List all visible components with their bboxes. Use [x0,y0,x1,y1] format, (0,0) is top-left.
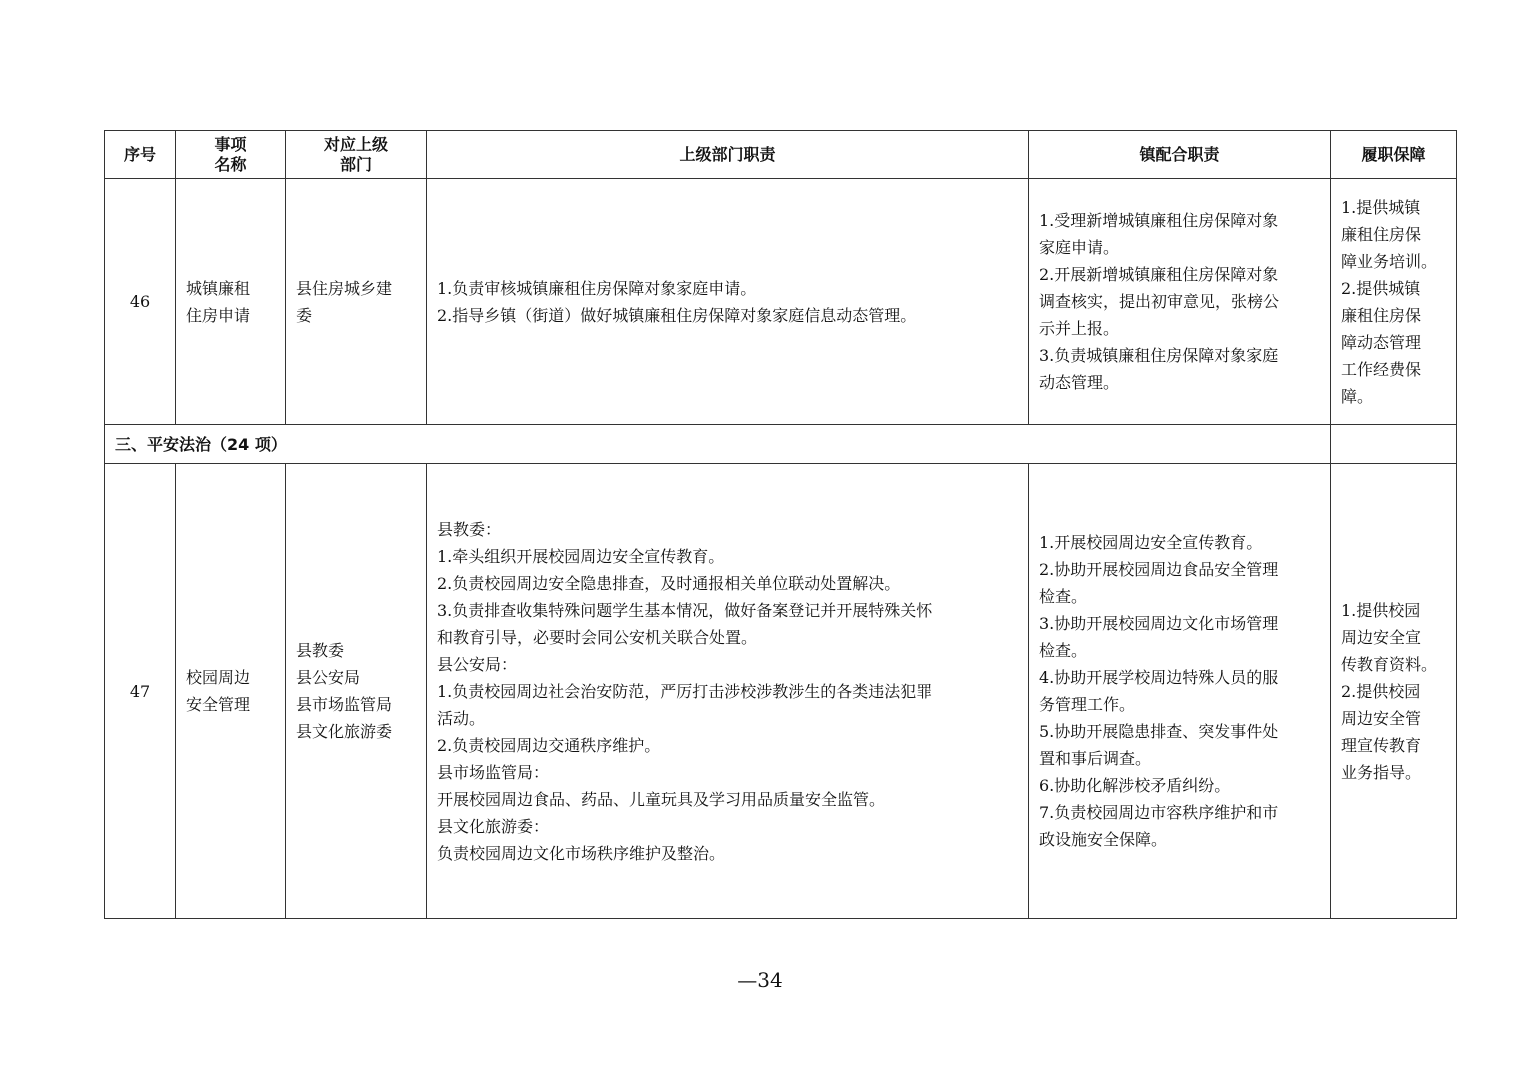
row46-dept [286,179,427,425]
row47-town-duty-line: 2.协助开展校园周边食品安全管理 [1039,560,1279,579]
row46-name-line: 城镇廉租 [186,278,251,298]
header-item-name-line1: 事项 [214,134,247,154]
header-dept-line2: 部门 [339,154,372,174]
row47-guarantee-line: 1.提供校园 [1341,600,1421,620]
row47-upper-duty-line: 3.负责排查收集特殊问题学生基本情况，做好备案登记并开展特殊关怀 [437,600,933,620]
row46-name [176,179,286,425]
row46-guarantee-line: 2.提供城镇 [1341,278,1421,298]
section-empty-cell [1331,425,1457,464]
header-town-duty: 镇配合职责 [1029,131,1331,179]
row47-town-duty-line: 6.协助化解涉校矛盾纠纷。 [1039,776,1231,795]
row47-town-duty-line: 5.协助开展隐患排查、突发事件处 [1039,722,1279,741]
row47-town-duty-line: 置和事后调查。 [1039,749,1152,768]
row47-upper-duty-line: 活动。 [437,708,486,728]
row47-upper-duty-line: 县市场监管局： [437,762,550,782]
header-upper-duty: 上级部门职责 [427,131,1029,179]
row46-guarantee-line: 工作经费保 [1341,359,1422,379]
row47-upper-duty-line: 1.负责校园周边社会治安防范，严厉打击涉校涉教涉生的各类违法犯罪 [437,681,933,701]
row46-guarantee-line: 障动态管理 [1341,332,1422,352]
row47-upper-duty-line: 县教委： [437,519,502,539]
row46-town-duty-line: 1.受理新增城镇廉租住房保障对象 [1039,211,1279,230]
row47-town-duty-line: 4.协助开展学校周边特殊人员的服 [1039,668,1279,687]
row47-town-duty-line: 务管理工作。 [1039,695,1136,714]
row46-guarantee-line: 障。 [1341,386,1374,406]
row47-upper-duty-line: 负责校园周边文化市场秩序维护及整治。 [437,843,726,863]
table-row-46 [105,179,1457,425]
header-seq: 序号 [105,131,176,179]
row47-upper-duty-line: 县文化旅游委： [437,816,550,836]
row47-dept-line: 县市场监管局 [296,695,393,714]
row46-dept-line: 县住房城乡建 [296,278,393,298]
row46-guarantee-line: 障业务培训。 [1341,251,1438,271]
row47-town-duty-line: 3.协助开展校园周边文化市场管理 [1039,614,1279,633]
header-item-name [176,131,286,179]
row47-upper-duty-line: 开展校园周边食品、药品、儿童玩具及学习用品质量安全监管。 [437,789,886,809]
row47-town-duty-line: 检查。 [1039,641,1088,660]
row46-town-duty [1029,179,1331,425]
row46-town-duty-line: 示并上报。 [1039,319,1120,338]
header-item-name-line2: 名称 [214,154,247,174]
row47-town-duty-line: 1.开展校园周边安全宣传教育。 [1039,533,1263,552]
row46-town-duty-line: 动态管理。 [1039,373,1120,392]
header-row [105,131,1457,179]
table-row-47 [105,464,1457,919]
row47-upper-duty-line: 2.负责校园周边安全隐患排查，及时通报相关单位联动处置解决。 [437,573,901,593]
row47-seq: 47 [105,464,176,919]
page-number: —34 [737,968,783,992]
row47-town-duty-line: 政设施安全保障。 [1039,830,1168,849]
row47-town-duty-line: 检查。 [1039,587,1088,606]
row46-guarantee-line: 1.提供城镇 [1341,197,1421,217]
row47-guarantee-line: 2.提供校园 [1341,681,1421,701]
row47-upper-duty-line: 县公安局： [437,654,518,674]
header-dept-line1: 对应上级 [323,134,388,154]
row47-dept-line: 县文化旅游委 [296,722,393,741]
row47-guarantee-line: 理宣传教育 [1341,735,1422,755]
row47-guarantee-line: 周边安全宣 [1341,627,1422,647]
row47-upper-duty-line: 1.牵头组织开展校园周边安全宣传教育。 [437,546,725,566]
row46-town-duty-line: 调查核实，提出初审意见，张榜公 [1039,292,1280,311]
row47-guarantee [1331,464,1457,919]
row46-name-line: 住房申请 [186,305,251,325]
row46-guarantee [1331,179,1457,425]
row47-name [176,464,286,919]
row46-upper-duty-line: 1.负责审核城镇廉租住房保障对象家庭申请。 [437,278,757,298]
row47-upper-duty-line: 和教育引导，必要时会同公安机关联合处置。 [437,627,758,647]
row47-upper-duty-line: 2.负责校园周边交通秩序维护。 [437,735,661,755]
header-guarantee: 履职保障 [1331,131,1457,179]
row47-name-line: 安全管理 [186,695,251,714]
row47-town-duty-line: 7.负责校园周边市容秩序维护和市 [1039,803,1279,822]
row46-town-duty-line: 2.开展新增城镇廉租住房保障对象 [1039,265,1279,284]
row46-upper-duty-line: 2.指导乡镇（街道）做好城镇廉租住房保障对象家庭信息动态管理。 [437,305,917,325]
row46-town-duty-line: 家庭申请。 [1039,238,1120,257]
row47-dept-line: 县公安局 [296,668,361,687]
row46-town-duty-line: 3.负责城镇廉租住房保障对象家庭 [1039,346,1279,365]
row47-dept-line: 县教委 [296,641,345,660]
row46-seq: 46 [105,179,176,425]
row47-upper-duty [427,464,1029,919]
row46-guarantee-line: 廉租住房保 [1341,305,1422,325]
duty-table [104,130,1457,919]
row47-guarantee-line: 业务指导。 [1341,762,1422,782]
row46-guarantee-line: 廉租住房保 [1341,224,1422,244]
section-title: 三、平安法治（24 项） [105,425,1331,464]
row47-guarantee-line: 周边安全管 [1341,708,1422,728]
header-dept [286,131,427,179]
section-row [105,425,1457,464]
row46-dept-line: 委 [296,305,313,325]
row47-guarantee-line: 传教育资料。 [1341,654,1438,674]
row47-dept [286,464,427,919]
row47-name-line: 校园周边 [186,668,251,687]
row47-town-duty [1029,464,1331,919]
row46-upper-duty [427,179,1029,425]
